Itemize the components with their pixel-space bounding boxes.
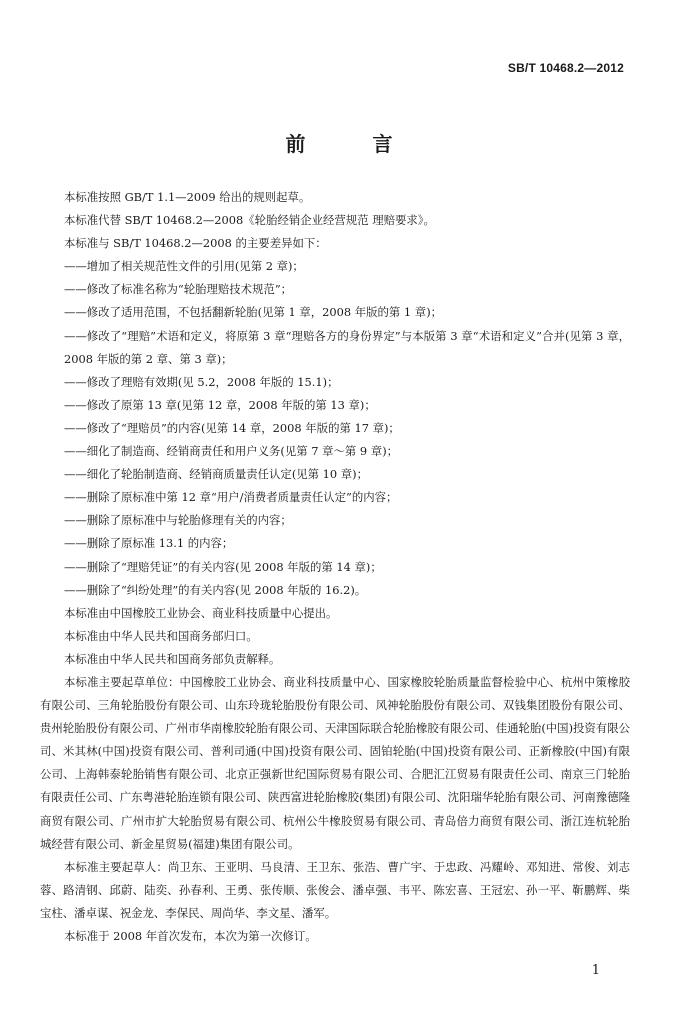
- change-item: ——修改了标准名称为“轮胎理赔技术规范”；: [64, 282, 293, 297]
- paragraph: 本标准与 SB/T 10468.2—2008 的主要差异如下：: [64, 236, 327, 251]
- change-item: ——删除了“纠纷处理”的有关内容(见 2008 年版的 16.2)。: [64, 582, 367, 597]
- change-item: ——修改了原第 13 章(见第 12 章，2008 年版的第 13 章)；: [64, 397, 376, 412]
- change-item: ——修改了理赔有效期(见 5.2，2008 年版的 15.1)；: [64, 374, 339, 389]
- change-item: ——修改了适用范围，不包括翻新轮胎(见第 1 章，2008 年版的第 1 章)；: [64, 305, 443, 320]
- change-item: ——删除了原标准中第 12 章“用户/消费者质量责任认定”的内容；: [64, 490, 398, 505]
- paragraph: 本标准由中华人民共和国商务部负责解释。: [64, 651, 281, 666]
- paragraph: 本标准代替 SB/T 10468.2—2008《轮胎经销企业经营规范 理赔要求》。: [64, 213, 435, 228]
- page-number: 1: [591, 963, 600, 978]
- page-title: 前 言: [285, 132, 423, 156]
- change-item: ——增加了相关规范性文件的引用(见第 2 章)；: [64, 259, 304, 274]
- change-item: ——删除了原标准中与轮胎修理有关的内容；: [64, 513, 292, 528]
- change-item: ——细化了轮胎制造商、经销商质量责任认定(见第 10 章)；: [64, 467, 368, 482]
- paragraph: 本标准于 2008 年首次发布，本次为第一次修订。: [64, 929, 317, 943]
- change-item: ——修改了“理赔”术语和定义，将原第 3 章“理赔各方的身份界定”与本版第 3 章“术语和定义”合并(见第 3 章，2008 年版的第 2 章、第 3 章)；: [64, 328, 630, 366]
- change-item: ——删除了“理赔凭证”的有关内容(见 2008 年版的第 14 章)；: [64, 559, 382, 574]
- change-item: ——细化了制造商、经销商责任和用户义务(见第 7 章～第 9 章)；: [64, 444, 399, 459]
- change-item: ——删除了原标准 13.1 的内容；: [64, 536, 234, 551]
- change-item: ——修改了“理赔员”的内容(见第 14 章，2008 年版的第 17 章)；: [64, 420, 400, 435]
- drafters: 本标准主要起草人：尚卫东、王亚明、马良清、王卫东、张浩、曹广宇、于忠政、冯耀岭、邓知进、常俊、刘志蓉、路清钢、邱蔚、陆奕、孙春利、王勇、张传顺、张俊会、潘卓强、韦平、陈宏喜、王冠宏、孙一平、靳鹏辉、柴宝柱、潘卓谋、祝金龙、李保民、周尚华、李文星、潘军。: [40, 859, 630, 920]
- foreword-body: [40, 186, 630, 948]
- paragraph: 本标准由中国橡胶工业协会、商业科技质量中心提出。: [64, 605, 338, 620]
- paragraph: 本标准按照 GB/T 1.1—2009 给出的规则起草。: [64, 190, 311, 204]
- standard-code: SB/T 10468.2—2012: [507, 61, 624, 75]
- drafting-units: 本标准主要起草单位：中国橡胶工业协会、商业科技质量中心、国家橡胶轮胎质量监督检验中心、杭州中策橡胶有限公司、三角轮胎股份有限公司、山东玲珑轮胎股份有限公司、风神轮胎股份有限公司、双钱集团股份有限公司、贵州轮胎股份有限公司、广州市华南橡胶轮胎有限公司、天津国际联合轮胎橡胶有限公司、佳通轮胎(中国)投资有限公司、米其林(中国)投资有限公司、普利司通(中国)投资有限公司、固铂轮胎(中国)投资有限公司、正新橡胶(中国)有限公司、上海韩泰轮胎销售有限公司、北京正强新世纪国际贸易有限公司、合肥汇江贸易有限责任公司、南京三门轮胎有限责任公司、广东粤港轮胎连锁有限公司、陕西富进轮胎橡胶(集团)有限公司、沈阳瑞华轮胎有限公司、河南豫德隆商贸有限公司、广州市扩大轮胎贸易有限公司、杭州公牛橡胶贸易有限公司、青岛倍力商贸有限公司、浙江连杭轮胎城经营有限公司、新金星贸易(福建)集团有限公司。: [40, 674, 630, 851]
- paragraph: 本标准由中华人民共和国商务部归口。: [64, 628, 258, 643]
